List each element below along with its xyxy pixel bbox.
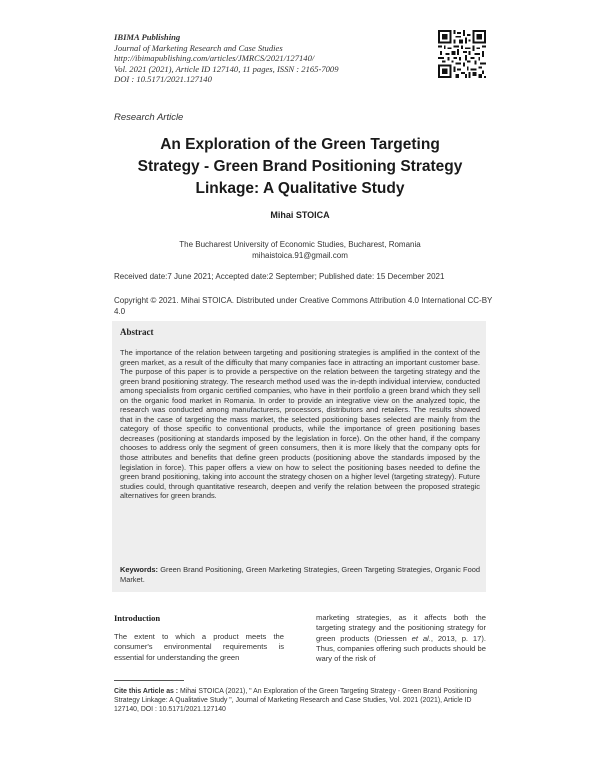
intro-left-column: The extent to which a product meets the consumer's environmental requirements is essential for understanding the green xyxy=(114,632,284,662)
title-line-3: Linkage: A Qualitative Study xyxy=(195,180,405,197)
article-url[interactable]: http://ibimapublishing.com/articles/JMRCS/2021/127140/ xyxy=(114,53,315,64)
volume-info: Vol. 2021 (2021), Article ID 127140, 11 pages, ISSN : 2165-7009 xyxy=(114,63,339,74)
abstract-text: The importance of the relation between targeting and positioning strategies is amplified in the context of the green market, as a result of the difficulty that many companies face in attracting an important customer base. The purpose of this paper is to provide a perspective on the relation between the targeting strategy and the green brand positioning strategy. The research method used was the in-depth individual interview, conducted among specialists from organic certified companies, who have in their portfolio a green brand which they sell on the organic food market in Romania. In order to provide an integrative view on the analyzed topic, the research was conducted among manufacturers, processors, distributors and retailers. The results showed that in the case of targeting the mass market, the selected positioning bases selected are mainly from the category of those specific to conventional products, while the importance of green positioning bases decreases (positioning at standards imposed by the legislation in force). On the other hand, if the company chooses to address only the segment of green consumers, then it is more likely that the company opts for those attributes and benefits that define green products (positioning above the standards imposed by the legislation in force). This paper offers a view on how to select the positioning bases needed to define the green brand positioning, taking into account the strategy chosen on a higher level (targeting strategy). Future studies could, through quantitative research, deepen and verify the relation between the proposed strategic alternatives for green brands. xyxy=(120,348,480,501)
footnote-divider xyxy=(114,680,184,681)
citation-block xyxy=(114,687,494,715)
author-email[interactable]: mihaistoica.91@gmail.com xyxy=(252,250,348,260)
copyright-notice: Copyright © 2021. Mihai STOICA. Distributed under Creative Commons Attribution 4.0 International CC-BY 4.0 xyxy=(114,296,493,316)
title-line-2: Strategy - Green Brand Positioning Strategy xyxy=(137,158,463,175)
author-affiliation-block xyxy=(114,240,486,261)
intro-right-italic: et al. xyxy=(411,633,431,643)
author-name: Mihai STOICA xyxy=(270,210,330,220)
publication-dates: Received date:7 June 2021; Accepted date:2 September; Published date: 15 December 2021 xyxy=(114,272,445,281)
publisher-name: IBIMA Publishing xyxy=(114,32,181,42)
journal-name: Journal of Marketing Research and Case Studies xyxy=(114,42,283,53)
qr-code-icon xyxy=(438,30,486,78)
article-type: Research Article xyxy=(114,112,184,123)
citation-label: Cite this Article as : xyxy=(114,688,179,695)
title-line-1: An Exploration of the Green Targeting xyxy=(160,136,440,153)
keywords-label: Keywords: xyxy=(120,565,159,574)
journal-header xyxy=(114,32,424,85)
introduction-heading: Introduction xyxy=(114,613,161,623)
affiliation: The Bucharest University of Economic Studies, Bucharest, Romania xyxy=(179,240,421,249)
citation-text: Mihai STOICA (2021), " An Exploration of the Green Targeting Strategy - Green Brand Positioning Strategy Linkage: A Qualitative Study ", Journal of Marketing Research and Case Studies, Vol. 2021 (2021), Article ID 127140, DOI : 10.5171/2021.127140 xyxy=(114,688,478,714)
doi: DOI : 10.5171/2021.127140 xyxy=(114,74,212,85)
keywords-list: Green Brand Positioning, Green Marketing Strategies, Green Targeting Strategies, Organic Food Market. xyxy=(120,565,480,584)
intro-right-column xyxy=(316,613,486,664)
abstract-heading: Abstract xyxy=(120,327,154,337)
intro-right-text-2: , 2013, p. 17). Thus, companies offering such products should be wary of the risk of xyxy=(316,633,486,664)
intro-right-text-1: marketing strategies, as it affects both the targeting strategy and the positioning strategy for green products (Driessen xyxy=(316,613,486,643)
keywords xyxy=(120,565,480,584)
paper-title xyxy=(114,134,486,200)
